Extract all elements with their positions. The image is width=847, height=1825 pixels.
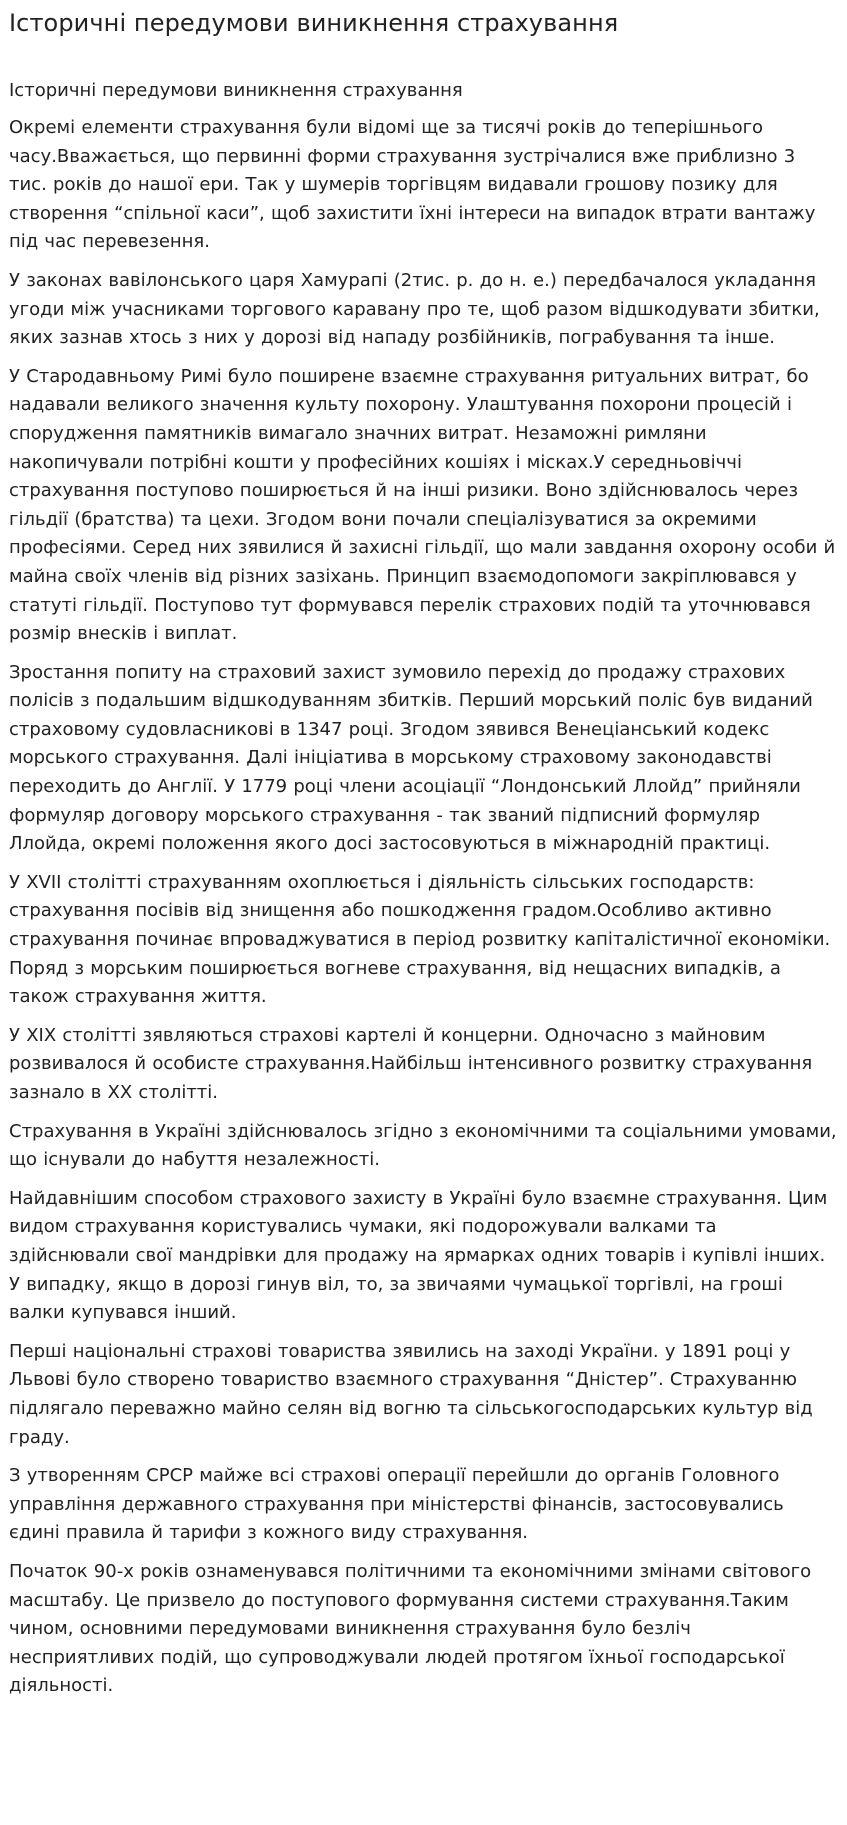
paragraph-rome-medieval: У Стародавньому Римі було поширене взаємне страхування ритуальних витрат, бо надавали великого значення культу похорону. Улаштування похорони процесій і спорудження памятників вимагало значних витрат. Незаможні римляни накопичували потрібні кошти у професійних кошіях і місках.У середньовіччі страхування поступово поширюється й на інші ризики. Воно здійснювалось через гільдії (братства) та цехи. Згодом вони почали спеціалізуватися за окремими професіями. Серед них зявилися й захисні гільдії, що мали завдання охорону особи й майна своїх членів від різних зазіхань. Принцип взаємодопомоги закріплювався у статуті гільдії. Поступово тут формувався перелік страхових подій та уточнювався розмір внесків і виплат. bbox=[9, 365, 836, 645]
page-title: Історичні передумови виникнення страхування bbox=[9, 9, 619, 37]
paragraph-90s: Початок 90-х років ознаменувався політичними та економічними змінами світового масштабу. Це призвело до поступового формування системи страхування.Таким чином, основними передумовами виникнення страхування було безліч несприятливих подій, що супроводжували людей протягом їхньої господарської діяльності. bbox=[9, 1560, 812, 1697]
paragraph-19th-century: У XIX столітті зявляються страхові картелі й концерни. Одночасно з майновим розвивалося й особисте страхування.Найбільш інтенсивного розвитку страхування зазнало в XX столітті. bbox=[9, 1024, 813, 1103]
paragraph-ussr: З утворенням СРСР майже всі страхові операції перейшли до органів Головного управління державного страхування при міністерстві фінансів, застосовувались єдині правила й тарифи з кожного виду страхування. bbox=[9, 1465, 784, 1544]
paragraph-ukraine-intro: Страхування в Україні здійснювалось згідно з економічними та соціальними умовами, що існували до набуття незалежності. bbox=[9, 1120, 837, 1171]
paragraph-dnister: Перші національні страхові товариства зявились на заході України. у 1891 році у Львові було створено товариство взаємного страхування “Дністер”. Страхуванню підлягало переважно майно селян від вогню та сільськогосподарських культур від граду. bbox=[9, 1340, 813, 1448]
paragraph-hammurabi: У законах вавілонського царя Хамурапі (2тис. р. до н. е.) передбачалося укладання угоди між учасниками торгового каравану про те, щоб разом відшкодувати збитки, яких зазнав хтось з них у дорозі від нападу розбійників, пограбування та інше. bbox=[9, 269, 820, 349]
paragraph-chumaks: Найдавнішим способом страхового захисту в Україні було взаємне страхування. Цим видом страхування користувались чумаки, які подорожували валками та здійснювали свої мандрівки для продажу на ярмарках одних товарів і купівлі інших. У випадку, якщо в дорозі гинув віл, то, за звичаями чумацької торгівлі, на гроші валки купувався інший. bbox=[9, 1187, 828, 1324]
paragraph-maritime-policies: Зростання попиту на страховий захист зумовило перехід до продажу страхових полісів з подальшим відшкодуванням збитків. Перший морський поліс був виданий страховому судовласникові в 1347 році. Згодом зявився Венеціанський кодекс морського страхування. Далі ініціатива в морському страховому законодавстві переходить до Англії. У 1779 році члени асоціації “Лондонський Ллойд” прийняли формуляр договору морського страхування - так званий підписний формуляр Ллойда, окремі положення якого досі застосовуються в міжнародній практиці. bbox=[9, 661, 813, 855]
paragraph-17th-century: У XVII столітті страхуванням охоплюється і діяльність сільських господарств: страхування посівів від знищення або пошкодження градом.Особливо активно страхування починає впроваджуватися в період розвитку капіталістичної економіки. Поряд з морським поширюється вогневе страхування, від нещасних випадків, а також страхування життя. bbox=[9, 871, 831, 1008]
article-subtitle: Історичні передумови виникнення страхування bbox=[9, 80, 463, 101]
paragraph-sumer: Окремі елементи страхування були відомі ще за тисячі років до теперішнього часу.Вважається, що первинні форми страхування зустрічалися вже приблизно 3 тис. років до нашої ери. Так у шумерів торгівцям видавали грошову позику для створення “спільної каси”, щоб захистити їхні інтереси на випадок втрати вантажу під час перевезення. bbox=[9, 117, 816, 253]
